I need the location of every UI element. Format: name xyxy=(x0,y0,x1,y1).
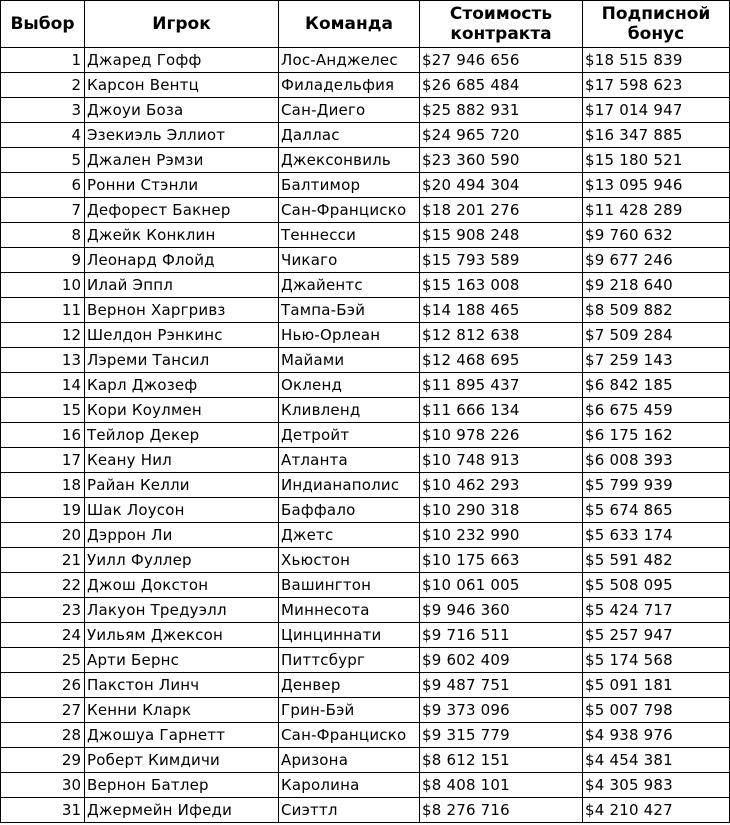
cell-player: Джален Рэмзи xyxy=(85,148,279,173)
cell-bonus: $9 677 246 xyxy=(583,248,730,273)
cell-player: Кеану Нил xyxy=(85,448,279,473)
cell-player: Лакуон Тредуэлл xyxy=(85,598,279,623)
cell-bonus: $5 674 865 xyxy=(583,498,730,523)
cell-bonus: $8 509 882 xyxy=(583,298,730,323)
cell-team: Аризона xyxy=(279,748,420,773)
cell-contract: $9 315 779 xyxy=(420,723,583,748)
cell-pick: 1 xyxy=(1,48,85,73)
cell-player: Шелдон Рэнкинс xyxy=(85,323,279,348)
table-row xyxy=(1,273,730,298)
cell-team: Кливленд xyxy=(279,398,420,423)
cell-bonus: $6 175 162 xyxy=(583,423,730,448)
cell-pick: 14 xyxy=(1,373,85,398)
cell-contract: $15 793 589 xyxy=(420,248,583,273)
cell-bonus: $5 591 482 xyxy=(583,548,730,573)
cell-contract: $26 685 484 xyxy=(420,73,583,98)
cell-player: Джоуи Боза xyxy=(85,98,279,123)
cell-player: Уильям Джексон xyxy=(85,623,279,648)
cell-bonus: $5 424 717 xyxy=(583,598,730,623)
cell-bonus: $6 008 393 xyxy=(583,448,730,473)
cell-contract: $9 716 511 xyxy=(420,623,583,648)
cell-player: Джош Докстон xyxy=(85,573,279,598)
cell-pick: 16 xyxy=(1,423,85,448)
cell-pick: 4 xyxy=(1,123,85,148)
cell-contract: $10 061 005 xyxy=(420,573,583,598)
cell-player: Джейк Конклин xyxy=(85,223,279,248)
cell-contract: $10 232 990 xyxy=(420,523,583,548)
cell-team: Джетс xyxy=(279,523,420,548)
cell-team: Тампа-Бэй xyxy=(279,298,420,323)
cell-player: Карл Джозеф xyxy=(85,373,279,398)
cell-team: Индианаполис xyxy=(279,473,420,498)
cell-pick: 26 xyxy=(1,673,85,698)
cell-pick: 23 xyxy=(1,598,85,623)
table-row xyxy=(1,123,730,148)
cell-team: Детройт xyxy=(279,423,420,448)
cell-pick: 22 xyxy=(1,573,85,598)
cell-pick: 21 xyxy=(1,548,85,573)
cell-team: Филадельфия xyxy=(279,73,420,98)
cell-contract: $10 175 663 xyxy=(420,548,583,573)
table-row xyxy=(1,598,730,623)
cell-pick: 29 xyxy=(1,748,85,773)
cell-pick: 30 xyxy=(1,773,85,798)
cell-team: Питтсбург xyxy=(279,648,420,673)
cell-pick: 11 xyxy=(1,298,85,323)
table-row xyxy=(1,423,730,448)
cell-pick: 31 xyxy=(1,798,85,823)
table-row xyxy=(1,323,730,348)
table-row xyxy=(1,223,730,248)
cell-contract: $20 494 304 xyxy=(420,173,583,198)
cell-team: Хьюстон xyxy=(279,548,420,573)
table-row xyxy=(1,198,730,223)
cell-bonus: $5 174 568 xyxy=(583,648,730,673)
cell-contract: $27 946 656 xyxy=(420,48,583,73)
cell-player: Эзекиэль Эллиот xyxy=(85,123,279,148)
table-row xyxy=(1,398,730,423)
cell-player: Дефорест Бакнер xyxy=(85,198,279,223)
cell-team: Вашингтон xyxy=(279,573,420,598)
table-body xyxy=(1,48,730,823)
cell-team: Балтимор xyxy=(279,173,420,198)
header-pick: Выбор xyxy=(1,1,85,48)
cell-contract: $14 188 465 xyxy=(420,298,583,323)
cell-bonus: $5 257 947 xyxy=(583,623,730,648)
cell-player: Карсон Вентц xyxy=(85,73,279,98)
cell-team: Атланта xyxy=(279,448,420,473)
cell-pick: 13 xyxy=(1,348,85,373)
cell-bonus: $5 007 798 xyxy=(583,698,730,723)
cell-team: Денвер xyxy=(279,673,420,698)
cell-team: Теннесси xyxy=(279,223,420,248)
cell-contract: $10 290 318 xyxy=(420,498,583,523)
cell-player: Роберт Кимдичи xyxy=(85,748,279,773)
cell-team: Цинциннати xyxy=(279,623,420,648)
cell-team: Сиэттл xyxy=(279,798,420,823)
cell-bonus: $16 347 885 xyxy=(583,123,730,148)
cell-bonus: $7 509 284 xyxy=(583,323,730,348)
cell-contract: $10 462 293 xyxy=(420,473,583,498)
cell-bonus: $7 259 143 xyxy=(583,348,730,373)
cell-pick: 2 xyxy=(1,73,85,98)
cell-pick: 17 xyxy=(1,448,85,473)
cell-player: Ронни Стэнли xyxy=(85,173,279,198)
table-row xyxy=(1,148,730,173)
table-row xyxy=(1,473,730,498)
cell-contract: $18 201 276 xyxy=(420,198,583,223)
cell-team: Чикаго xyxy=(279,248,420,273)
cell-team: Нью-Орлеан xyxy=(279,323,420,348)
cell-contract: $9 602 409 xyxy=(420,648,583,673)
table-row xyxy=(1,623,730,648)
cell-pick: 6 xyxy=(1,173,85,198)
cell-team: Сан-Диего xyxy=(279,98,420,123)
cell-pick: 25 xyxy=(1,648,85,673)
cell-bonus: $5 799 939 xyxy=(583,473,730,498)
header-player: Игрок xyxy=(85,1,279,48)
cell-bonus: $11 428 289 xyxy=(583,198,730,223)
cell-player: Джаред Гофф xyxy=(85,48,279,73)
cell-pick: 19 xyxy=(1,498,85,523)
cell-contract: $15 908 248 xyxy=(420,223,583,248)
table-row xyxy=(1,573,730,598)
cell-player: Тейлор Декер xyxy=(85,423,279,448)
cell-pick: 3 xyxy=(1,98,85,123)
cell-player: Уилл Фуллер xyxy=(85,548,279,573)
cell-bonus: $6 675 459 xyxy=(583,398,730,423)
cell-contract: $9 373 096 xyxy=(420,698,583,723)
cell-pick: 18 xyxy=(1,473,85,498)
cell-team: Сан-Франциско xyxy=(279,198,420,223)
cell-contract: $10 748 913 xyxy=(420,448,583,473)
cell-player: Дэррон Ли xyxy=(85,523,279,548)
cell-player: Вернон Харгривз xyxy=(85,298,279,323)
table-row xyxy=(1,748,730,773)
cell-player: Лэреми Тансил xyxy=(85,348,279,373)
cell-player: Джошуа Гарнетт xyxy=(85,723,279,748)
cell-player: Кори Коулмен xyxy=(85,398,279,423)
cell-bonus: $18 515 839 xyxy=(583,48,730,73)
table-row xyxy=(1,298,730,323)
cell-team: Окленд xyxy=(279,373,420,398)
cell-bonus: $4 938 976 xyxy=(583,723,730,748)
table-row xyxy=(1,548,730,573)
cell-bonus: $13 095 946 xyxy=(583,173,730,198)
cell-pick: 5 xyxy=(1,148,85,173)
table-row xyxy=(1,698,730,723)
cell-bonus: $9 760 632 xyxy=(583,223,730,248)
cell-contract: $9 946 360 xyxy=(420,598,583,623)
cell-team: Миннесота xyxy=(279,598,420,623)
cell-team: Грин-Бэй xyxy=(279,698,420,723)
cell-team: Даллас xyxy=(279,123,420,148)
table-row xyxy=(1,348,730,373)
header-contract: Стоимость контракта xyxy=(420,1,583,48)
cell-player: Вернон Батлер xyxy=(85,773,279,798)
cell-pick: 15 xyxy=(1,398,85,423)
cell-bonus: $4 305 983 xyxy=(583,773,730,798)
cell-pick: 9 xyxy=(1,248,85,273)
table-row xyxy=(1,373,730,398)
cell-contract: $11 666 134 xyxy=(420,398,583,423)
cell-bonus: $5 508 095 xyxy=(583,573,730,598)
header-bonus: Подписной бонус xyxy=(583,1,730,48)
cell-player: Шак Лоусон xyxy=(85,498,279,523)
cell-player: Арти Бернс xyxy=(85,648,279,673)
cell-bonus: $5 633 174 xyxy=(583,523,730,548)
cell-contract: $23 360 590 xyxy=(420,148,583,173)
cell-player: Кенни Кларк xyxy=(85,698,279,723)
table-row xyxy=(1,723,730,748)
cell-player: Райан Келли xyxy=(85,473,279,498)
table-row xyxy=(1,673,730,698)
cell-pick: 7 xyxy=(1,198,85,223)
table-row xyxy=(1,448,730,473)
cell-contract: $8 276 716 xyxy=(420,798,583,823)
cell-pick: 27 xyxy=(1,698,85,723)
cell-bonus: $5 091 181 xyxy=(583,673,730,698)
table-header xyxy=(1,1,730,48)
cell-contract: $10 978 226 xyxy=(420,423,583,448)
cell-contract: $9 487 751 xyxy=(420,673,583,698)
table-row xyxy=(1,248,730,273)
table-row xyxy=(1,523,730,548)
cell-team: Джайентс xyxy=(279,273,420,298)
cell-bonus: $17 598 623 xyxy=(583,73,730,98)
header-team: Команда xyxy=(279,1,420,48)
cell-team: Сан-Франциско xyxy=(279,723,420,748)
cell-bonus: $6 842 185 xyxy=(583,373,730,398)
cell-player: Джермейн Ифеди xyxy=(85,798,279,823)
table-row xyxy=(1,773,730,798)
table-row xyxy=(1,73,730,98)
cell-bonus: $4 454 381 xyxy=(583,748,730,773)
cell-contract: $11 895 437 xyxy=(420,373,583,398)
cell-pick: 8 xyxy=(1,223,85,248)
cell-contract: $25 882 931 xyxy=(420,98,583,123)
cell-bonus: $4 210 427 xyxy=(583,798,730,823)
cell-contract: $24 965 720 xyxy=(420,123,583,148)
cell-team: Джексонвиль xyxy=(279,148,420,173)
cell-contract: $15 163 008 xyxy=(420,273,583,298)
cell-contract: $12 468 695 xyxy=(420,348,583,373)
table-row xyxy=(1,173,730,198)
cell-team: Баффало xyxy=(279,498,420,523)
cell-pick: 20 xyxy=(1,523,85,548)
cell-contract: $12 812 638 xyxy=(420,323,583,348)
table-row xyxy=(1,648,730,673)
cell-bonus: $9 218 640 xyxy=(583,273,730,298)
table-row xyxy=(1,798,730,823)
cell-player: Леонард Флойд xyxy=(85,248,279,273)
table-row xyxy=(1,98,730,123)
cell-contract: $8 612 151 xyxy=(420,748,583,773)
cell-pick: 10 xyxy=(1,273,85,298)
cell-contract: $8 408 101 xyxy=(420,773,583,798)
cell-team: Лос-Анджелес xyxy=(279,48,420,73)
cell-bonus: $15 180 521 xyxy=(583,148,730,173)
cell-player: Пакстон Линч xyxy=(85,673,279,698)
header-row xyxy=(1,1,730,48)
cell-team: Каролина xyxy=(279,773,420,798)
cell-team: Майами xyxy=(279,348,420,373)
cell-bonus: $17 014 947 xyxy=(583,98,730,123)
cell-pick: 24 xyxy=(1,623,85,648)
cell-pick: 28 xyxy=(1,723,85,748)
table-row xyxy=(1,498,730,523)
cell-player: Илай Эппл xyxy=(85,273,279,298)
cell-pick: 12 xyxy=(1,323,85,348)
table-row xyxy=(1,48,730,73)
